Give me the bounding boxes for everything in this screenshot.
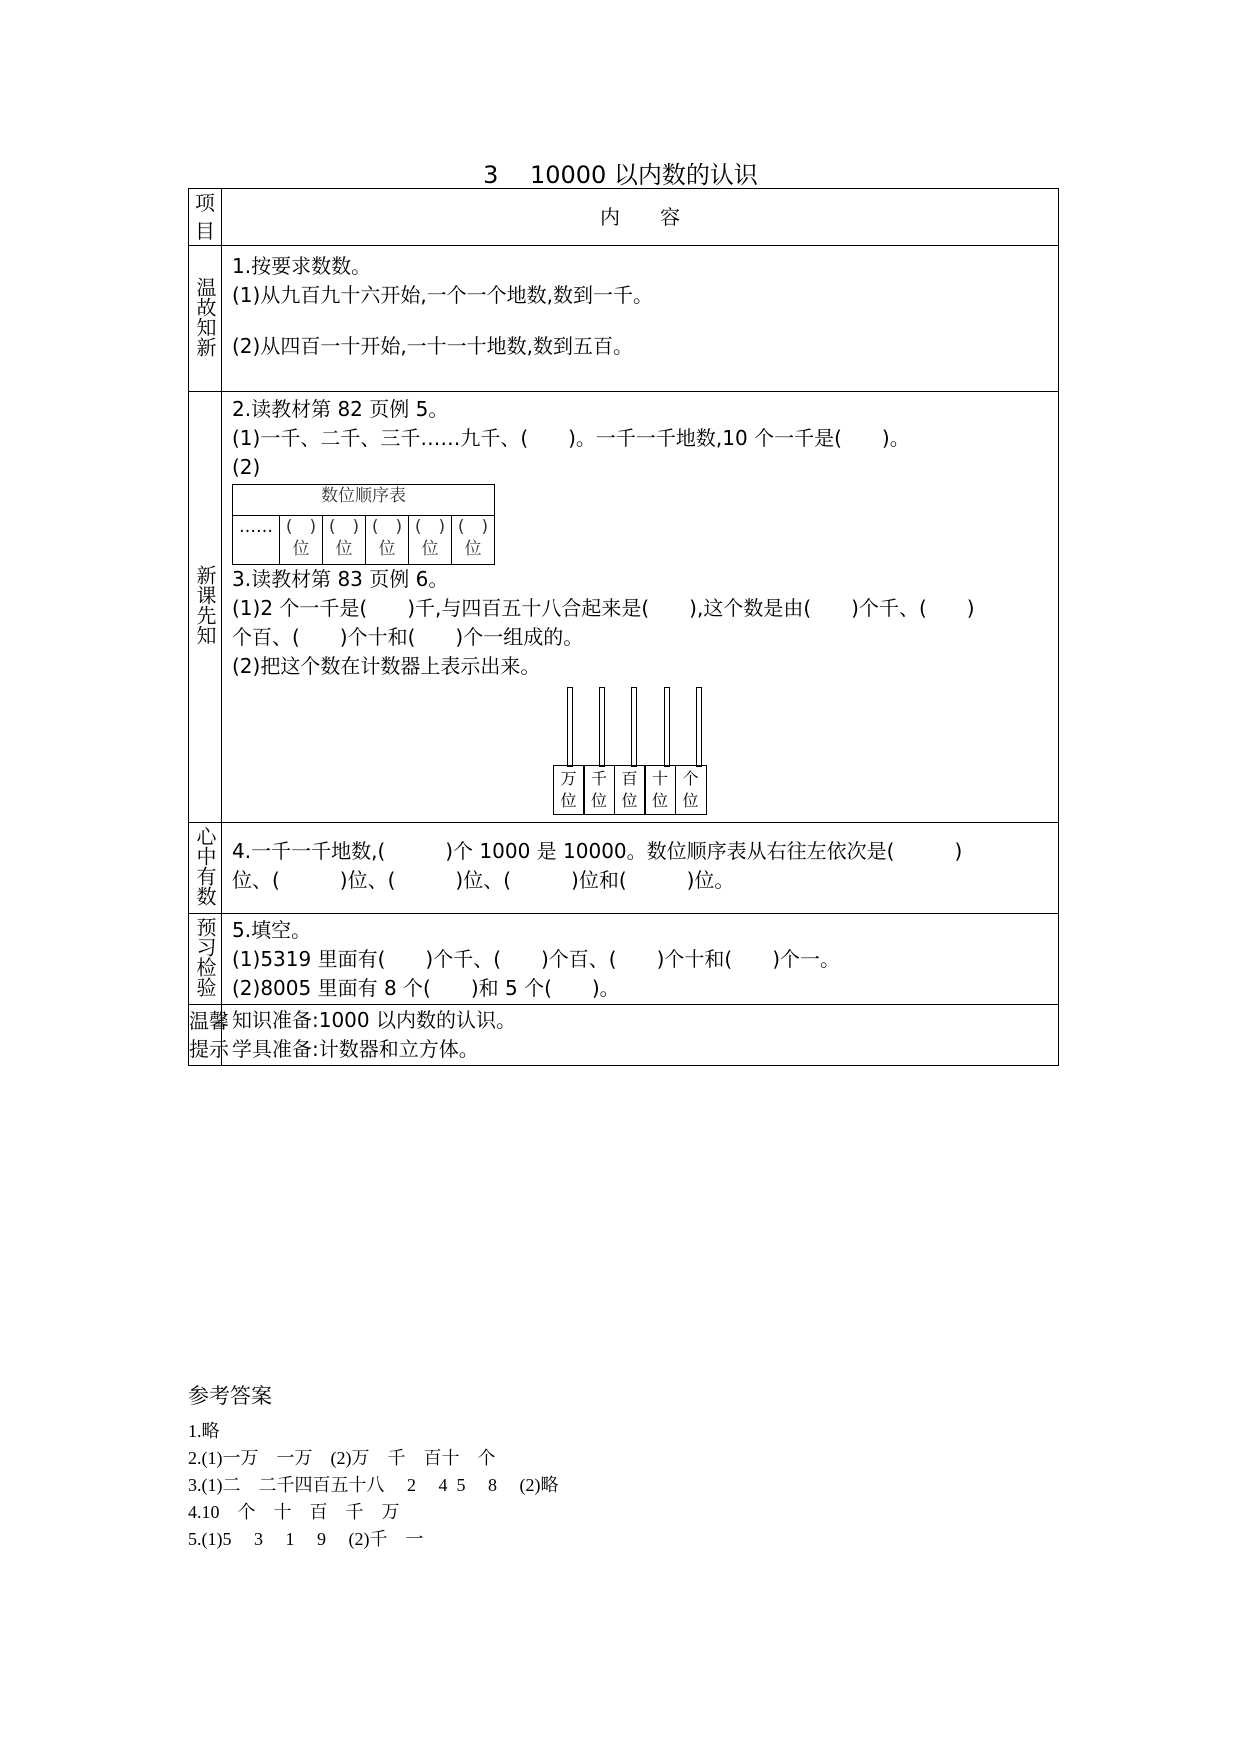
question-line: 1.按要求数数。 [232, 254, 372, 278]
table-row-tips [189, 1005, 1059, 1066]
row-label-preview-test [189, 914, 222, 1005]
answer-space [232, 310, 1048, 332]
abacus-label-tens: 十 位 [644, 765, 676, 815]
table-row-review [189, 246, 1059, 392]
row-label-text: 温馨 [189, 1009, 229, 1033]
row-label-check-understanding [189, 823, 222, 914]
answer-line: 1.略 [188, 1421, 220, 1441]
answer-line: 3.(1)二 二千四百五十八 2 4 5 8 (2)略 [188, 1475, 559, 1495]
question-line: (1)一千、二千、三千……九千、( )。一千一千地数,10 个一千是( )。 [232, 426, 910, 450]
place-value-cell: ( ) 位 [452, 516, 495, 565]
question-line: 位、( )位、( )位、( )位和( )位。 [232, 868, 735, 892]
place-value-table [232, 484, 495, 565]
row-label-text: 提示 [189, 1037, 229, 1061]
row-content-review [222, 246, 1059, 392]
question-line: 4.一千一千地数,( )个 1000 是 10000。数位顺序表从右往左依次是( ) [232, 839, 963, 863]
answer-key-title: 参考答案 [188, 1384, 272, 1408]
table-row-check-understanding [189, 823, 1059, 914]
question-line: (2)8005 里面有 8 个( )和 5 个( )。 [232, 976, 620, 1000]
table-row-preview-test [189, 914, 1059, 1005]
answer-line: 2.(1)一万 一万 (2)万 千 百十 个 [188, 1448, 496, 1468]
tip-line: 学具准备:计数器和立方体。 [232, 1037, 479, 1061]
answer-key [188, 1380, 558, 1553]
abacus-rod [567, 687, 573, 767]
abacus-label-ones: 个 位 [675, 765, 707, 815]
row-content-tips [222, 1005, 1059, 1066]
place-value-dots: …… [233, 516, 280, 565]
row-label-new-lesson [189, 392, 222, 823]
question-line: (1)2 个一千是( )千,与四百五十八合起来是( ),这个数是由( )个千、( ) [232, 596, 975, 620]
row-content-check-understanding [222, 823, 1059, 914]
abacus-rod [664, 687, 670, 767]
row-label-text: 预习检验 [193, 917, 217, 997]
row-content-preview-test [222, 914, 1059, 1005]
abacus-rod [631, 687, 637, 767]
answer-line: 5.(1)5 3 1 9 (2)千 一 [188, 1529, 424, 1549]
table-header-row [189, 189, 1059, 246]
question-line: (2)把这个数在计数器上表示出来。 [232, 654, 541, 678]
abacus-diagram [232, 687, 1048, 822]
place-value-table-caption: 数位顺序表 [233, 485, 495, 516]
question-line: (2) [232, 455, 261, 479]
row-label-text: 新课先知 [193, 565, 217, 645]
place-value-cell: ( ) 位 [280, 516, 323, 565]
header-content: 内 容 [222, 189, 1059, 246]
place-value-cell: ( ) 位 [323, 516, 366, 565]
table-row-new-lesson [189, 392, 1059, 823]
abacus-label-ten-thousands: 万 位 [553, 765, 585, 815]
question-line: (2)从四百一十开始,一十一十地数,数到五百。 [232, 334, 634, 358]
abacus-label-thousands: 千 位 [583, 765, 615, 815]
row-content-new-lesson [222, 392, 1059, 823]
abacus-rod [599, 687, 605, 767]
question-line: (1)从九百九十六开始,一个一个地数,数到一千。 [232, 283, 654, 307]
place-value-cell: ( ) 位 [366, 516, 409, 565]
question-line: (1)5319 里面有( )个千、( )个百、( )个十和( )个一。 [232, 947, 841, 971]
abacus-label-hundreds: 百 位 [614, 765, 646, 815]
place-value-cell: ( ) 位 [409, 516, 452, 565]
row-label-text: 心中有数 [193, 826, 217, 906]
row-label-review [189, 246, 222, 392]
tip-line: 知识准备:1000 以内数的认识。 [232, 1008, 516, 1032]
row-label-text: 温故知新 [193, 276, 217, 357]
page-title: 3 10000 以内数的认识 [483, 161, 758, 189]
question-line: 3.读教材第 83 页例 6。 [232, 567, 449, 591]
row-label-tips [189, 1005, 229, 1066]
question-line: 2.读教材第 82 页例 5。 [232, 397, 449, 421]
answer-line: 4.10 个 十 百 千 万 [188, 1502, 400, 1522]
question-line: 5.填空。 [232, 918, 312, 942]
header-item: 项目 [189, 189, 222, 246]
abacus-base [554, 765, 707, 815]
preview-table [188, 188, 1059, 1066]
question-line: 个百、( )个十和( )个一组成的。 [232, 625, 584, 649]
abacus-rod [696, 687, 702, 767]
